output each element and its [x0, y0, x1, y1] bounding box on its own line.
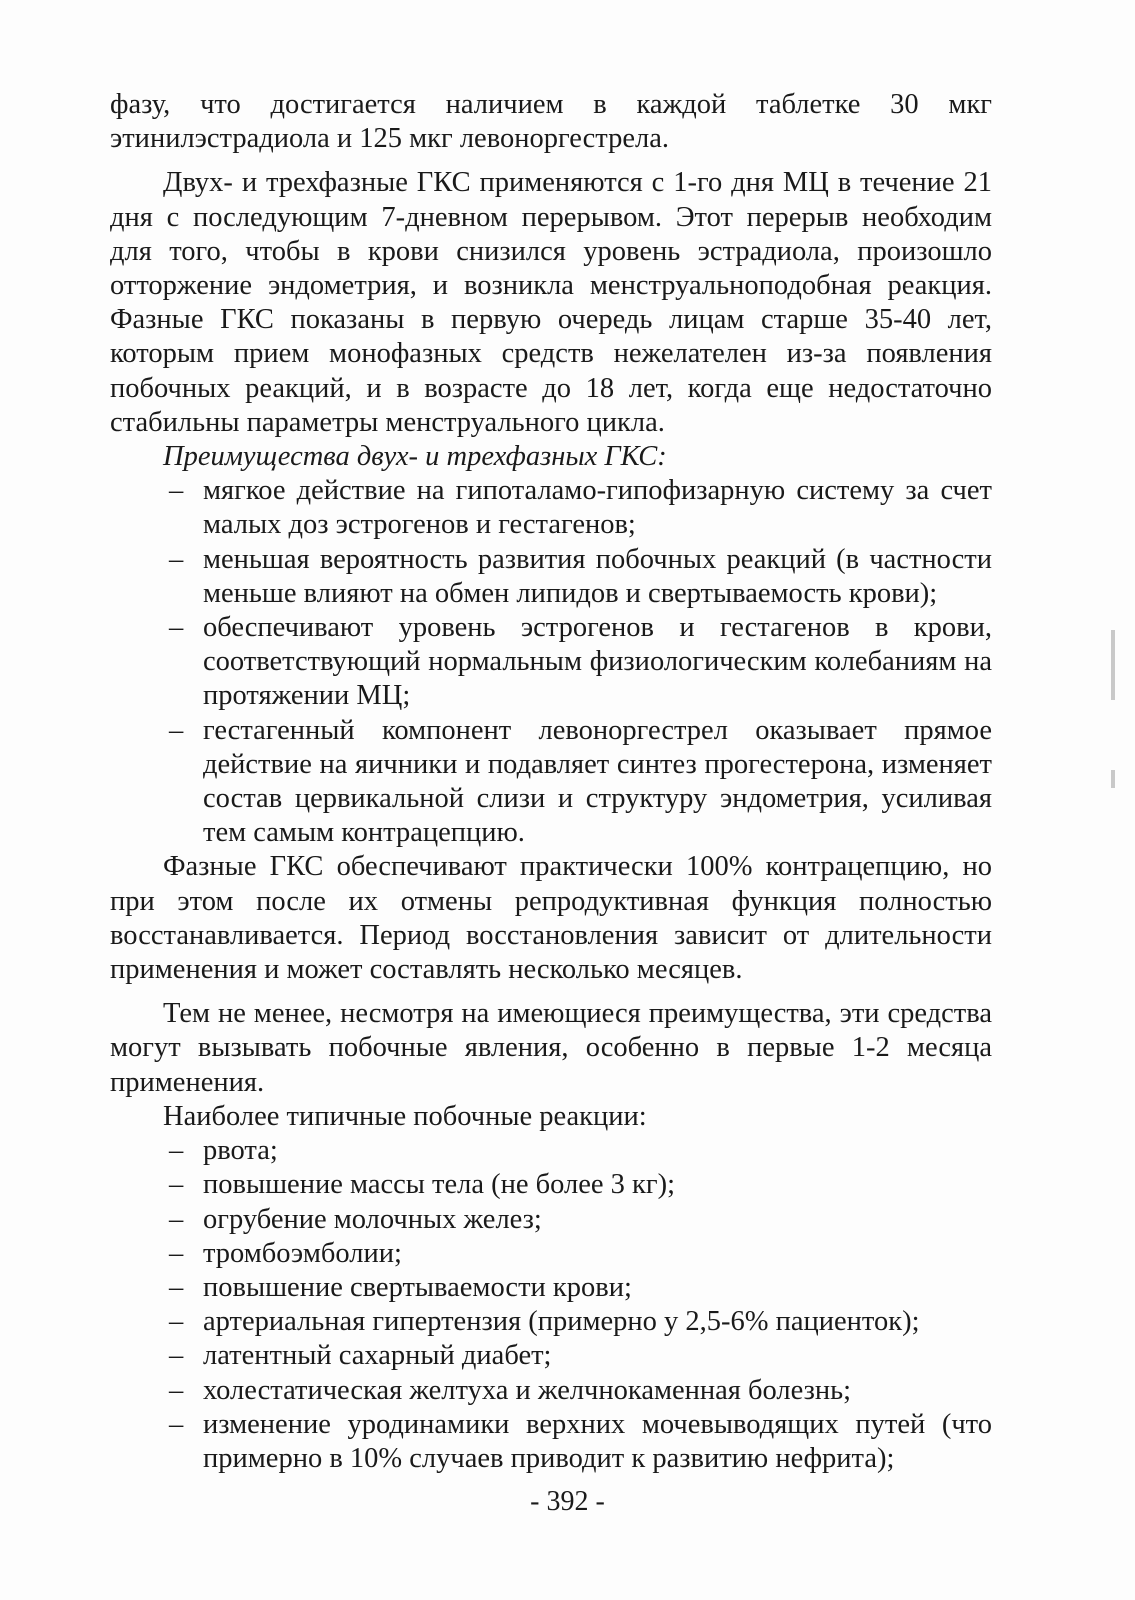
list-item: – огрубение молочных желез;	[203, 1203, 992, 1237]
paragraph-side-effects-intro: Тем не менее, несмотря на имеющиеся преимущества, эти средства могут вызывать побочные явления, особенно в первые 1-2 месяца применения.	[110, 998, 992, 1098]
paragraph-phasic-usage: Двух- и трехфазные ГКС применяются с 1-го дня МЦ в течение 21 дня с последующим 7-дневном перерывом. Этот перерыв необходим для того, чтобы в крови снизился уровень эстрадиола, произошло отторжение эндометрия, и возникла менструальноподобная реакция. Фазные ГКС показаны в первую очередь лицам старше 35-40 лет, которым прием монофазных средств нежелателен из-за появления побочных реакций, и в возрасте до 18 лет, когда еще недостаточно стабильны параметры менструального цикла.	[110, 167, 992, 438]
list-item: – латентный сахарный диабет;	[203, 1339, 992, 1373]
list-item: – обеспечивают уровень эстрогенов и гестагенов в крови, соответствующий нормальным физиологическим колебаниям на протяжении МЦ;	[203, 611, 992, 714]
page-number: - 392 -	[530, 1486, 605, 1517]
list-item: – гестагенный компонент левоноргестрел оказывает прямое действие на яичники и подавляет синтез прогестерона, изменяет состав цервикальной слизи и структуру эндометрия, усиливая тем самым контрацепцию.	[203, 714, 992, 851]
paragraph-efficacy: Фазные ГКС обеспечивают практически 100% контрацепцию, но при этом после их отмены репродуктивная функция полностью восстанавливается. Период восстановления зависит от длительности применения и может составлять несколько месяцев.	[110, 851, 992, 986]
list-item: – повышение свертываемости крови;	[203, 1271, 992, 1305]
advantages-heading: Преимущества двух- и трехфазных ГКС:	[163, 441, 667, 473]
paragraph-intro: фазу, что достигается наличием в каждой таблетке 30 мкг этинилэстрадиола и 125 мкг левоноргестрела.	[110, 89, 992, 155]
scan-edge-mark	[1111, 630, 1115, 700]
list-item: – тромбоэмболии;	[203, 1237, 992, 1271]
side-effects-list	[110, 1134, 992, 1476]
list-item: – холестатическая желтуха и желчнокаменная болезнь;	[203, 1374, 992, 1408]
list-item: – повышение массы тела (не более 3 кг);	[203, 1168, 992, 1202]
advantages-list	[110, 474, 992, 850]
scan-edge-mark	[1111, 770, 1115, 788]
list-item: – артериальная гипертензия (примерно у 2,5-6% пациенток);	[203, 1305, 992, 1339]
list-item: – меньшая вероятность развития побочных реакций (в частности меньше влияют на обмен липидов и свертываемость крови);	[203, 543, 992, 611]
list-item: – изменение уродинамики верхних мочевыводящих путей (что примерно в 10% случаев приводит к развитию нефрита);	[203, 1408, 992, 1476]
list-item: – мягкое действие на гипоталамо-гипофизарную систему за счет малых доз эстрогенов и гестагенов;	[203, 474, 992, 542]
side-effects-heading: Наиболее типичные побочные реакции:	[163, 1100, 647, 1132]
list-item: – рвота;	[203, 1134, 992, 1168]
